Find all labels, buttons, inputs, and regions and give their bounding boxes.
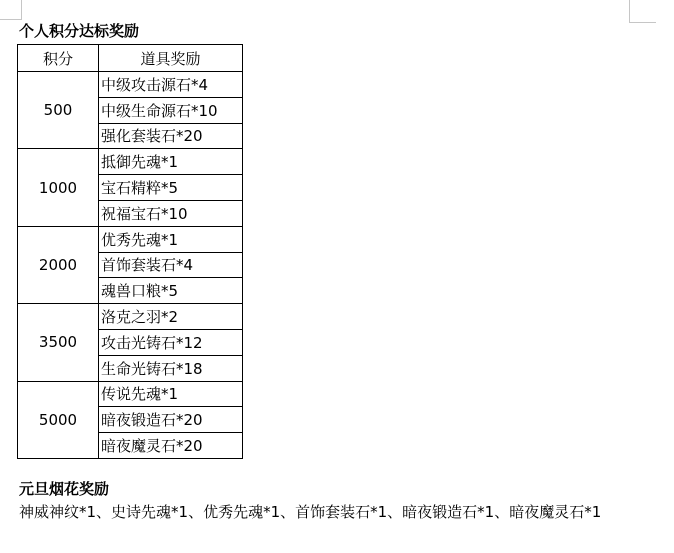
table-header-row — [18, 45, 243, 72]
item-cell: 祝福宝石*10 — [99, 200, 243, 226]
item-cell: 传说先魂*1 — [99, 381, 243, 407]
points-cell-500: 500 — [18, 72, 99, 149]
fireworks-rewards-line: 神威神纹*1、史诗先魂*1、优秀先魂*1、首饰套装石*1、暗夜锻造石*1、暗夜魔灵石*1 — [19, 503, 602, 521]
item-cell: 暗夜魔灵石*20 — [99, 433, 243, 459]
item-cell: 攻击光铸石*12 — [99, 329, 243, 355]
item-cell: 洛克之羽*2 — [99, 304, 243, 330]
item-cell: 中级攻击源石*4 — [99, 72, 243, 98]
points-cell-3500: 3500 — [18, 304, 99, 381]
item-cell: 暗夜锻造石*20 — [99, 407, 243, 433]
table-row — [18, 381, 243, 407]
item-cell: 生命光铸石*18 — [99, 355, 243, 381]
item-cell: 魂兽口粮*5 — [99, 278, 243, 304]
section-title-fireworks-rewards: 元旦烟花奖励 — [19, 480, 110, 498]
table-row — [18, 226, 243, 252]
item-cell: 宝石精粹*5 — [99, 175, 243, 201]
section-title-personal-points-rewards: 个人积分达标奖励 — [19, 22, 140, 40]
table-row — [18, 72, 243, 98]
page-boundary-mark-top-left — [0, 0, 22, 20]
page-boundary-mark-top-right — [629, 0, 656, 23]
column-header-item-rewards: 道具奖励 — [99, 45, 243, 72]
points-cell-1000: 1000 — [18, 149, 99, 226]
item-cell: 优秀先魂*1 — [99, 226, 243, 252]
table-row — [18, 149, 243, 175]
item-cell: 强化套装石*20 — [99, 123, 243, 149]
points-rewards-table — [17, 44, 243, 459]
item-cell: 抵御先魂*1 — [99, 149, 243, 175]
column-header-points: 积分 — [18, 45, 99, 72]
item-cell: 中级生命源石*10 — [99, 97, 243, 123]
points-cell-5000: 5000 — [18, 381, 99, 458]
item-cell: 首饰套装石*4 — [99, 252, 243, 278]
points-cell-2000: 2000 — [18, 226, 99, 303]
table-row — [18, 304, 243, 330]
